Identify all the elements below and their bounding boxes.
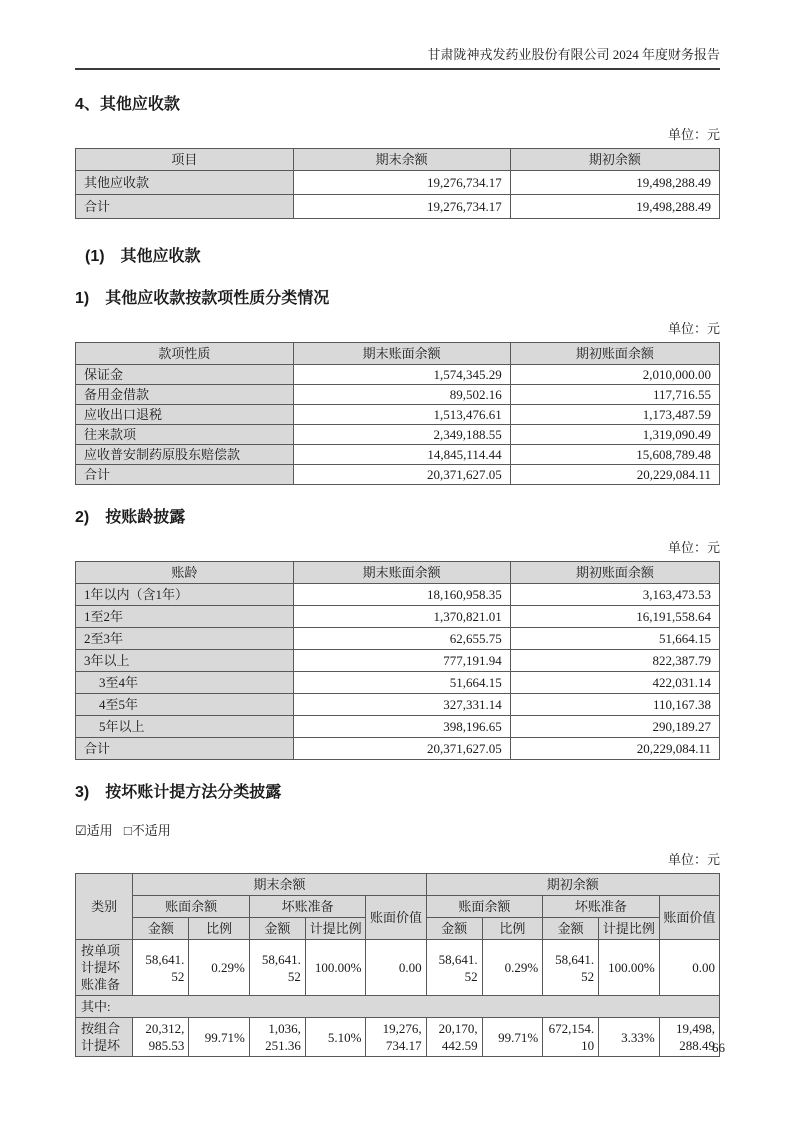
cell-value: 19,498,288.49 [510, 171, 719, 195]
cell-value: 58,​641.​52 [249, 940, 305, 996]
cell-value: 19,276,734.17 [293, 195, 510, 219]
cell-value: 117,716.55 [510, 385, 719, 405]
cell-value: 2,349,188.55 [293, 425, 510, 445]
cell-value: 2,010,000.00 [510, 365, 719, 385]
cell-value: 110,167.38 [510, 694, 719, 716]
table-row [76, 171, 720, 195]
row-label: 2至3年 [76, 628, 294, 650]
not-applicable-checkbox-unchecked: □不适用 [123, 823, 171, 838]
row-label: 其他应收款 [76, 171, 294, 195]
header-row [76, 896, 720, 918]
col-header-provision-ratio: 计提比例 [599, 918, 660, 940]
row-label: 4至5年 [76, 694, 294, 716]
row-label: 备用金借款 [76, 385, 294, 405]
header-row [76, 562, 720, 584]
col-group-closing-balance: 期末余额 [133, 874, 426, 896]
table-row [76, 195, 720, 219]
column-header: 期末账面余额 [293, 562, 510, 584]
cell-value: 62,655.75 [293, 628, 510, 650]
cell-value: 422,031.14 [510, 672, 719, 694]
col-header-amount: 金额 [249, 918, 305, 940]
cell-value: 19,498,288.49 [510, 195, 719, 219]
cell-value: 1,319,090.49 [510, 425, 719, 445]
cell-value: 20,371,627.05 [293, 465, 510, 485]
table-row [76, 996, 720, 1018]
cell-value: 398,196.65 [293, 716, 510, 738]
column-header: 期末账面余额 [293, 343, 510, 365]
cell-value: 1,574,345.29 [293, 365, 510, 385]
col-header-amount: 金额 [426, 918, 482, 940]
unit-label: 单位：元 [667, 321, 720, 336]
header-row [76, 343, 720, 365]
subsection-title-by-aging: 2) 按账龄披露 [75, 509, 186, 526]
applicable-checkbox-checked: ☑适用 [75, 823, 113, 838]
section-row-label: 其中: [76, 996, 720, 1018]
row-label: 1至2年 [76, 606, 294, 628]
column-header: 期初余额 [510, 149, 719, 171]
cell-value: 3.33% [599, 1018, 660, 1057]
cell-value: 672,​154.​10 [543, 1018, 599, 1057]
cell-value: 58,​641.​52 [426, 940, 482, 996]
col-header-amount: 金额 [133, 918, 189, 940]
cell-value: 18,160,958.35 [293, 584, 510, 606]
cell-value: 20,371,627.05 [293, 738, 510, 760]
col-header-carrying-amount: 账面价值 [366, 896, 426, 940]
unit-row [75, 540, 720, 556]
cell-value: 99.71% [189, 1018, 250, 1057]
column-header: 账龄 [76, 562, 294, 584]
col-group-opening-balance: 期初余额 [426, 874, 719, 896]
unit-row [75, 852, 720, 868]
table-row [76, 672, 720, 694]
col-header-carrying-amount: 账面价值 [659, 896, 719, 940]
row-label: 应收出口退税 [76, 405, 294, 425]
cell-value: 327,331.14 [293, 694, 510, 716]
cell-value: 1,​036,​251.​36 [249, 1018, 305, 1057]
subsection-title-by-provision-method: 3) 按坏账计提方法分类披露 [75, 784, 282, 801]
col-header-ratio: 比例 [482, 918, 543, 940]
table-row [76, 465, 720, 485]
cell-value: 16,191,558.64 [510, 606, 719, 628]
receivables-by-aging-table [75, 561, 720, 760]
cell-value: 1,513,476.61 [293, 405, 510, 425]
cell-value: 0.29% [482, 940, 543, 996]
cell-value: 19,​276,​734.​17 [366, 1018, 426, 1057]
row-label: 合计 [76, 195, 294, 219]
col-group-bad-debt-provision: 坏账准备 [249, 896, 366, 918]
report-title: 甘肃陇神戎发药业股份有限公司 2024 年度财务报告 [427, 47, 720, 62]
cell-value: 822,387.79 [510, 650, 719, 672]
table-row [76, 405, 720, 425]
cell-value: 1,370,821.01 [293, 606, 510, 628]
row-label: 应收普安制药原股东赔偿款 [76, 445, 294, 465]
col-group-bad-debt-provision: 坏账准备 [543, 896, 660, 918]
cell-value: 0.29% [189, 940, 250, 996]
row-label: 5年以上 [76, 716, 294, 738]
row-label: 往来款项 [76, 425, 294, 445]
cell-value: 20,​170,​442.​59 [426, 1018, 482, 1057]
section-title-other-receivables: 4、其他应收款 [75, 96, 180, 113]
document-header [75, 0, 720, 70]
cell-value: 20,​312,​985.​53 [133, 1018, 189, 1057]
page-number: 66 [712, 1040, 725, 1055]
row-label: 按单项计提坏账准备 [76, 940, 133, 996]
subsection-title-by-nature: 1) 其他应收款按款项性质分类情况 [75, 290, 330, 307]
cell-value: 51,664.15 [293, 672, 510, 694]
cell-value: 19,​498,​288.​49 [659, 1018, 719, 1057]
page-content [75, 0, 720, 1057]
col-group-book-balance: 账面余额 [426, 896, 543, 918]
table-row [76, 425, 720, 445]
cell-value: 20,229,084.11 [510, 465, 719, 485]
cell-value: 5.10% [305, 1018, 366, 1057]
table-row [76, 650, 720, 672]
cell-value: 58,​641.​52 [543, 940, 599, 996]
unit-label: 单位：元 [667, 852, 720, 867]
row-label: 合计 [76, 738, 294, 760]
cell-value: 290,189.27 [510, 716, 719, 738]
cell-value: 99.71% [482, 1018, 543, 1057]
cell-value: 3,163,473.53 [510, 584, 719, 606]
row-label: 保证金 [76, 365, 294, 385]
row-label: 按组合计提坏 [76, 1018, 133, 1057]
cell-value: 777,191.94 [293, 650, 510, 672]
subsection-title-other-receivables: (1) 其他应收款 [85, 248, 201, 265]
cell-value: 89,502.16 [293, 385, 510, 405]
table-row [76, 584, 720, 606]
cell-value: 0.​00 [366, 940, 426, 996]
table-row [76, 385, 720, 405]
bad-debt-provision-method-table [75, 873, 720, 1057]
cell-value: 100.00% [599, 940, 660, 996]
header-row [76, 874, 720, 896]
cell-value: 15,608,789.48 [510, 445, 719, 465]
cell-value: 14,845,114.44 [293, 445, 510, 465]
other-receivables-summary-table [75, 148, 720, 219]
cell-value: 51,664.15 [510, 628, 719, 650]
unit-label: 单位：元 [667, 127, 720, 142]
table-row [76, 365, 720, 385]
col-header-ratio: 比例 [189, 918, 250, 940]
table-row [76, 606, 720, 628]
col-group-book-balance: 账面余额 [133, 896, 250, 918]
column-header: 期末余额 [293, 149, 510, 171]
col-header-category: 类别 [76, 874, 133, 940]
table-row [76, 445, 720, 465]
unit-label: 单位：元 [667, 540, 720, 555]
header-row [76, 149, 720, 171]
column-header: 项目 [76, 149, 294, 171]
cell-value: 0.​00 [659, 940, 719, 996]
col-header-amount: 金额 [543, 918, 599, 940]
table-row [76, 628, 720, 650]
table-row [76, 738, 720, 760]
row-label: 1年以内（含1年） [76, 584, 294, 606]
unit-row [75, 321, 720, 337]
cell-value: 19,276,734.17 [293, 171, 510, 195]
cell-value: 1,173,487.59 [510, 405, 719, 425]
table-row [76, 694, 720, 716]
receivables-by-nature-table [75, 342, 720, 485]
unit-row [75, 127, 720, 143]
column-header: 款项性质 [76, 343, 294, 365]
table-row [76, 1018, 720, 1057]
row-label: 合计 [76, 465, 294, 485]
column-header: 期初账面余额 [510, 562, 719, 584]
applicability-row [75, 823, 720, 839]
table-row [76, 716, 720, 738]
column-header: 期初账面余额 [510, 343, 719, 365]
cell-value: 20,229,084.11 [510, 738, 719, 760]
row-label: 3年以上 [76, 650, 294, 672]
table-row [76, 940, 720, 996]
cell-value: 58,​641.​52 [133, 940, 189, 996]
row-label: 3至4年 [76, 672, 294, 694]
col-header-provision-ratio: 计提比例 [305, 918, 366, 940]
cell-value: 100.00% [305, 940, 366, 996]
